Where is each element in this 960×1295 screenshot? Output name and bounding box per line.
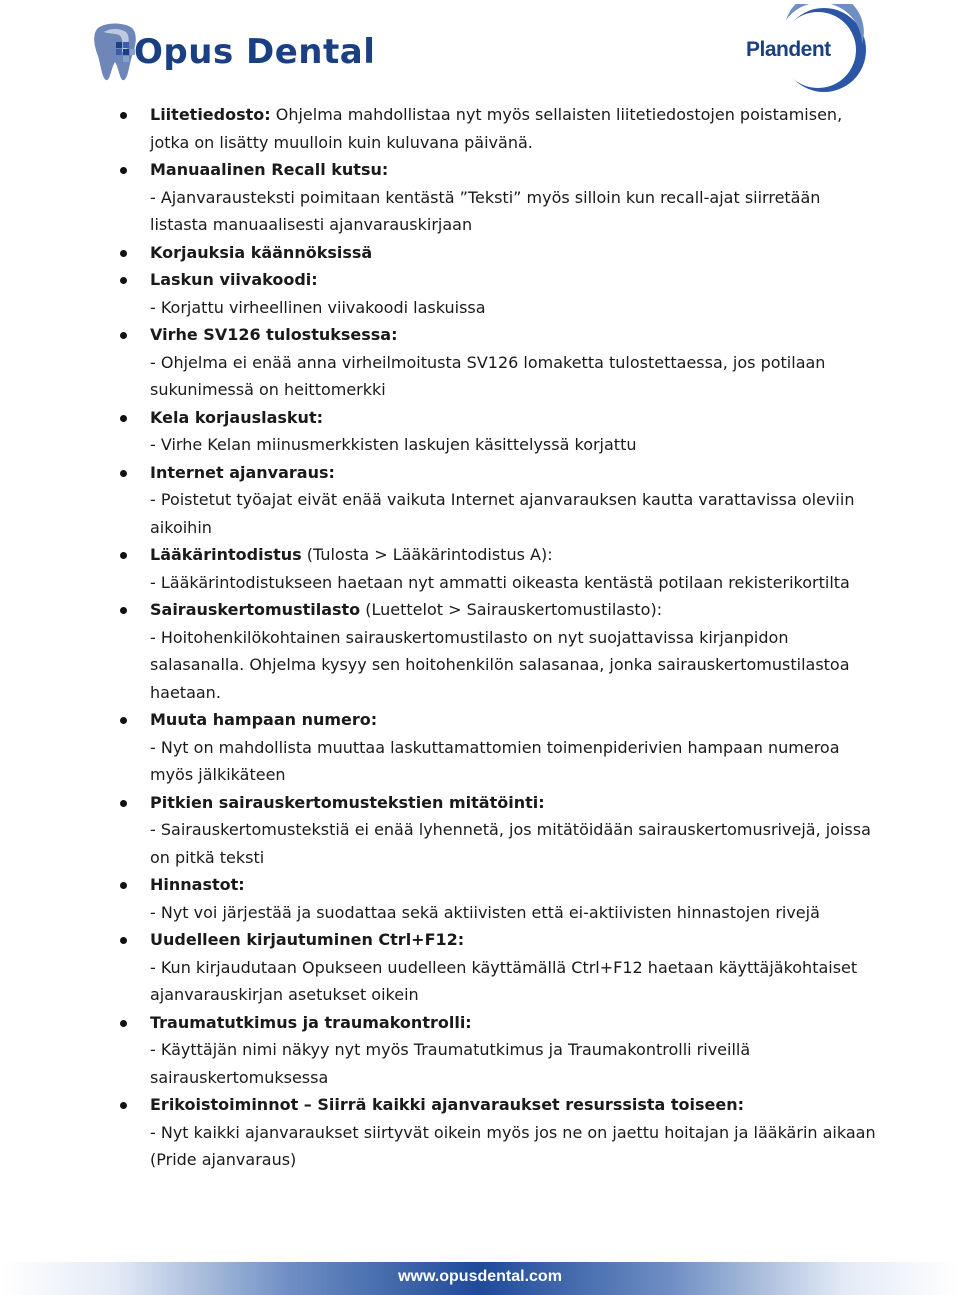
item-title: Lääkärintodistus	[150, 545, 302, 564]
bullet-icon	[120, 415, 127, 422]
list-item	[118, 706, 878, 789]
item-title: Korjauksia käännöksissä	[150, 242, 373, 262]
bullet-icon	[120, 800, 127, 807]
bullet-icon	[120, 717, 127, 724]
bullet-icon	[120, 937, 127, 944]
website-link[interactable]: www.opusdental.com	[398, 1268, 562, 1285]
list-item	[118, 541, 878, 596]
list-item	[118, 156, 878, 239]
bullet-icon	[120, 277, 127, 284]
list-item	[118, 1091, 878, 1174]
item-text: (Luettelot > Sairauskertomustilasto):	[360, 600, 663, 619]
opus-dental-wordmark: Opus Dental	[134, 32, 376, 72]
bullet-icon	[120, 1020, 127, 1027]
bullet-icon	[120, 882, 127, 889]
plandent-logo	[738, 4, 868, 96]
item-title: Virhe SV126 tulostuksessa:	[150, 325, 398, 344]
bullet-icon	[120, 1102, 127, 1109]
list-item	[118, 101, 878, 156]
item-text: Ohjelma mahdollistaa nyt myös sellaisten liitetiedostojen poistamisen, jotka on lisätty muulloin kuin kuluvana päivänä.	[150, 105, 843, 152]
page-footer	[0, 1262, 960, 1295]
item-title: Kela korjauslaskut:	[150, 407, 323, 427]
item-detail: - Korjattu virheellinen viivakoodi laskuissa	[150, 297, 486, 317]
list-item	[118, 926, 878, 1009]
item-title: Manuaalinen Recall kutsu:	[150, 160, 389, 179]
item-title: Hinnastot:	[150, 875, 245, 894]
list-item	[118, 596, 878, 706]
list-item	[118, 789, 878, 872]
item-detail: - Nyt on mahdollista muuttaa laskuttamattomien toimenpiderivien hampaan numeroa myös jälkikäteen	[150, 737, 840, 784]
list-item	[118, 266, 878, 321]
item-text: (Tulosta > Lääkärintodistus A):	[301, 545, 553, 564]
page-header	[0, 0, 960, 100]
bullet-icon	[120, 470, 127, 477]
list-item	[118, 239, 878, 267]
list-item	[118, 1009, 878, 1092]
item-detail: - Virhe Kelan miinusmerkkisten laskujen käsittelyssä korjattu	[150, 435, 637, 454]
item-detail: - Lääkärintodistukseen haetaan nyt ammatti oikeasta kentästä potilaan rekisterikortilta	[150, 572, 850, 592]
bullet-icon	[120, 112, 127, 119]
list-item	[118, 871, 878, 926]
item-title: Erikoistoiminnot – Siirrä kaikki ajanvaraukset resurssista toiseen:	[150, 1095, 745, 1114]
item-detail: - Ajanvarausteksti poimitaan kentästä ”Teksti” myös silloin kun recall-ajat siirretään listasta manuaalisesti ajanvarauskirjaan	[150, 187, 821, 234]
list-item	[118, 404, 878, 459]
bullet-icon	[120, 607, 127, 614]
plandent-wordmark: Plandent	[746, 38, 831, 61]
list-item	[118, 459, 878, 542]
release-notes-content	[118, 101, 878, 1174]
item-title: Traumatutkimus ja traumakontrolli:	[150, 1012, 472, 1032]
item-detail: - Kun kirjaudutaan Opukseen uudelleen käyttämällä Ctrl+F12 haetaan käyttäjäkohtaiset ajanvarauskirjan asetukset oikein	[150, 957, 858, 1004]
item-detail: - Nyt voi järjestää ja suodattaa sekä aktiivisten että ei-aktiivisten hinnastojen rivejä	[150, 902, 820, 922]
bullet-icon	[120, 552, 127, 559]
item-detail: - Poistetut työajat eivät enää vaikuta Internet ajanvarauksen kautta varattavissa oleviin aikoihin	[150, 490, 855, 537]
tooth-logo-icon	[92, 22, 138, 82]
item-detail: - Ohjelma ei enää anna virheilmoitusta SV126 lomaketta tulostettaessa, jos potilaan sukunimessä on heittomerkki	[150, 352, 826, 399]
release-notes-list	[118, 101, 878, 1174]
item-title: Uudelleen kirjautuminen Ctrl+F12:	[150, 930, 465, 949]
opus-dental-logo	[92, 22, 402, 82]
list-item	[118, 321, 878, 404]
item-detail: - Käyttäjän nimi näkyy nyt myös Traumatutkimus ja Traumakontrolli riveillä sairauskertomuksessa	[150, 1040, 751, 1087]
item-title: Internet ajanvaraus:	[150, 462, 335, 482]
item-title: Muuta hampaan numero:	[150, 710, 378, 729]
item-detail: - Nyt kaikki ajanvaraukset siirtyvät oikein myös jos ne on jaettu hoitajan ja lääkärin aikaan (Pride ajanvaraus)	[150, 1122, 876, 1169]
bullet-icon	[120, 167, 127, 174]
item-title: Sairauskertomustilasto	[150, 600, 361, 619]
bullet-icon	[120, 250, 127, 257]
item-detail: - Hoitohenkilökohtainen sairauskertomustilasto on nyt suojattavissa kirjanpidon salasanalla. Ohjelma kysyy sen hoitohenkilön salasanaa, jonka sairauskertomustilastoa haetaan.	[150, 627, 850, 702]
bullet-icon	[120, 332, 127, 339]
item-title: Pitkien sairauskertomustekstien mitätöinti:	[150, 792, 545, 812]
item-title: Liitetiedosto:	[150, 105, 271, 124]
item-detail: - Sairauskertomustekstiä ei enää lyhennetä, jos mitätöidään sairauskertomusrivejä, joissa on pitkä teksti	[150, 820, 871, 867]
item-title: Laskun viivakoodi:	[150, 270, 318, 289]
